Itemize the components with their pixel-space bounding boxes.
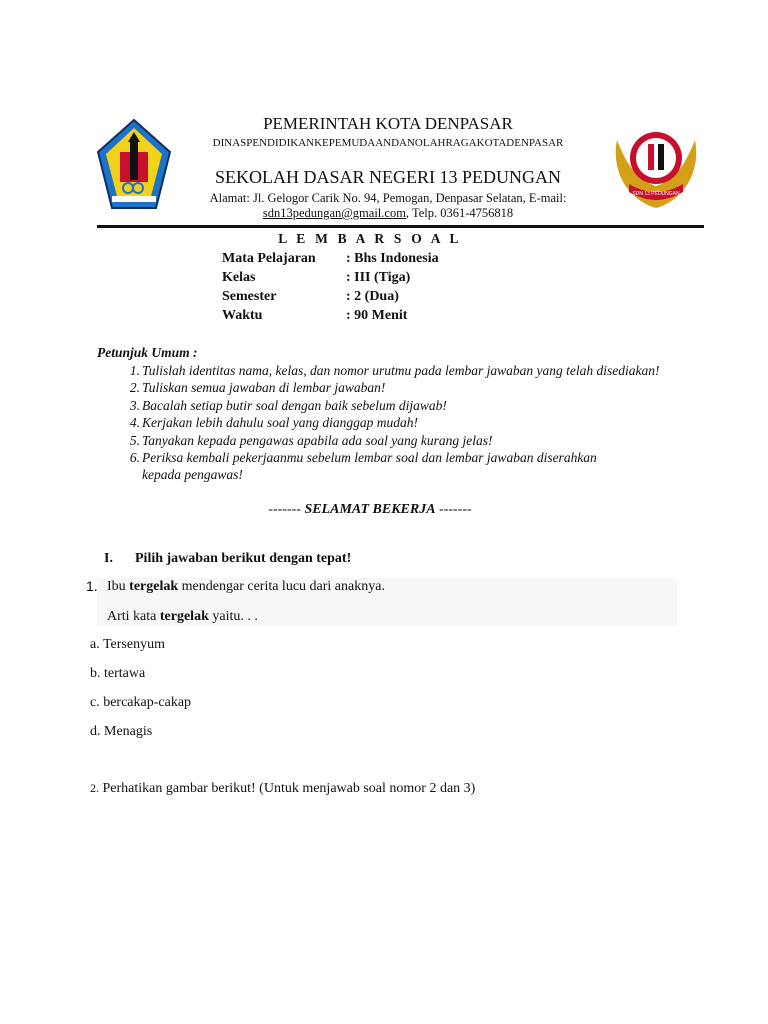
exam-info-row xyxy=(222,249,439,268)
info-key: Kelas xyxy=(222,269,256,285)
section-title: Pilih jawaban berikut dengan tepat! xyxy=(135,551,352,566)
text-part: Ibu xyxy=(107,579,130,594)
question-prompt xyxy=(107,609,258,625)
email-link[interactable]: sdn13pedungan@gmail.com xyxy=(262,206,406,220)
question-2 xyxy=(90,781,475,797)
info-key: Mata Pelajaran xyxy=(222,250,316,266)
phone-text: , Telp. 0361-4756818 xyxy=(405,206,514,220)
answer-option-a: a. Tersenyum xyxy=(90,637,165,652)
bold-word: tergelak xyxy=(129,579,179,594)
school-emblem-icon xyxy=(607,120,705,212)
instructions-list xyxy=(112,362,712,484)
text-part: yaitu. . . xyxy=(208,609,258,624)
item-text: Tuliskan semua jawaban di lembar jawaban! xyxy=(142,380,386,396)
greeting xyxy=(0,502,740,518)
list-item xyxy=(112,414,712,431)
item-number: 3. xyxy=(129,397,140,413)
item-number: 4. xyxy=(129,415,140,431)
instructions-title: Petunjuk Umum : xyxy=(97,345,198,360)
denpasar-city-emblem-icon xyxy=(96,118,172,210)
school-logo-text: SDN 13 PEDUNGAN xyxy=(632,191,680,197)
question-number: 1. xyxy=(86,578,98,594)
answer-option-d: d. Menagis xyxy=(90,724,153,739)
bold-word: tergelak xyxy=(159,609,209,624)
text-part: mendengar cerita lucu dari anaknya. xyxy=(178,579,385,594)
exam-info xyxy=(222,249,439,325)
question-text: Perhatikan gambar berikut! (Untuk menjawab soal nomor 2 dan 3) xyxy=(99,781,476,796)
info-value: : 2 (Dua) xyxy=(346,288,399,304)
document-title: L E M B A R S O A L xyxy=(278,231,462,246)
question-text xyxy=(107,579,385,595)
item-text: Tanyakan kepada pengawas apabila ada soal yang kurang jelas! xyxy=(142,432,493,448)
info-key: Waktu xyxy=(222,307,263,323)
item-text: Tulislah identitas nama, kelas, dan nomor urutmu pada lembar jawaban yang telah disediakan! xyxy=(142,363,660,378)
exam-info-row xyxy=(222,287,439,306)
info-value: : III (Tiga) xyxy=(346,269,411,285)
section-number: I. xyxy=(104,551,113,566)
item-number: 5. xyxy=(129,432,140,448)
info-key: Semester xyxy=(222,288,277,304)
greeting-dashes-left: ------- xyxy=(268,502,305,517)
text-part: Arti kata xyxy=(107,609,160,624)
agency-name: DINASPENDIDIKANKEPEMUDAANDANOLAHRAGAKOTADENPASAR xyxy=(212,137,564,149)
info-value: : 90 Menit xyxy=(346,307,408,323)
answer-option-b: b. tertawa xyxy=(90,666,146,681)
list-item xyxy=(112,397,712,414)
item-number: 6. xyxy=(129,450,140,466)
greeting-dashes-right: ------- xyxy=(435,502,472,517)
exam-info-row xyxy=(222,306,439,325)
item-number: 2. xyxy=(129,380,140,396)
header-divider xyxy=(97,225,704,228)
list-item xyxy=(112,362,712,379)
greeting-text: SELAMAT BEKERJA xyxy=(304,502,436,517)
info-value: : Bhs Indonesia xyxy=(346,250,439,266)
address-text: Alamat: Jl. Gelogor Carik No. 94, Pemogan, Denpasar Selatan, E-mail: xyxy=(209,191,567,205)
list-item xyxy=(112,449,712,484)
answer-option-c: c. bercakap-cakap xyxy=(90,695,192,710)
exam-info-row xyxy=(222,268,439,287)
item-number: 1. xyxy=(129,363,140,378)
list-item xyxy=(112,379,712,396)
item-text: Bacalah setiap butir soal dengan baik sebelum dijawab! xyxy=(142,397,447,413)
item-text: Periksa kembali pekerjaanmu sebelum lembar soal dan lembar jawaban diserahkan kepada pengawas! xyxy=(142,450,597,483)
question-number: 2. xyxy=(90,781,99,795)
item-text: Kerjakan lebih dahulu soal yang dianggap mudah! xyxy=(142,415,418,431)
school-address xyxy=(186,191,590,221)
school-name: SEKOLAH DASAR NEGERI 13 PEDUNGAN xyxy=(215,167,561,187)
government-name: PEMERINTAH KOTA DENPASAR xyxy=(263,114,513,133)
list-item xyxy=(112,432,712,449)
section-heading xyxy=(104,551,351,567)
